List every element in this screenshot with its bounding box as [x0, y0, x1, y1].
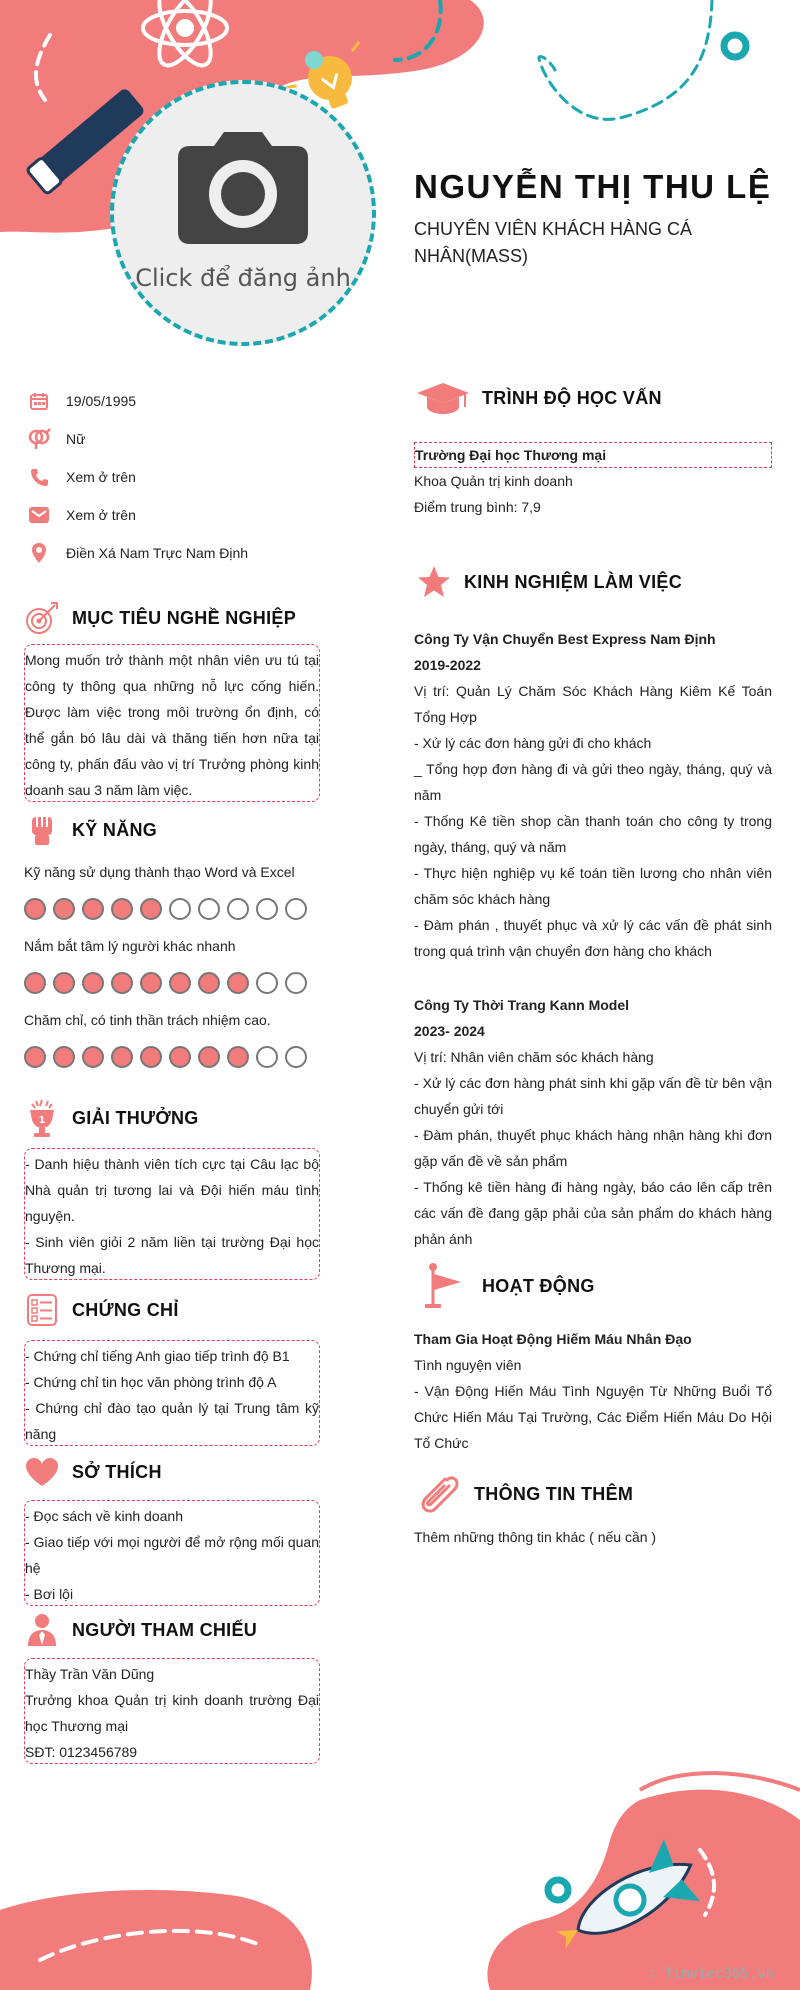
- paperclip-icon: [414, 1474, 464, 1514]
- activities-heading: [414, 1266, 595, 1306]
- address-value: Điền Xá Nam Trực Nam Định: [66, 545, 249, 561]
- activities-body: [414, 1326, 772, 1456]
- certificate-line-3: - Chứng chỉ đào tạo quản lý tại Trung tâm kỹ năng: [25, 1400, 319, 1442]
- bottom-left-blob: [0, 1890, 312, 1990]
- email-value: Xem ở trên: [66, 507, 136, 523]
- job-1-duty-1: - Xử lý các đơn hàng gửi đi cho khách: [414, 735, 652, 751]
- awards-box: [24, 1148, 320, 1280]
- rating-dot-empty: [285, 898, 307, 920]
- objective-heading: [22, 598, 296, 638]
- rating-dot-filled: [169, 1046, 191, 1068]
- rating-dot-filled: [53, 972, 75, 994]
- rating-dot-empty: [256, 972, 278, 994]
- job-1-position: Vị trí: Quản Lý Chăm Sóc Khách Hàng Kiêm Kế Toán Tổng Hợp: [414, 683, 772, 725]
- job-2-duty-2: - Đàm phán, thuyết phục khách hàng nhận hàng khi đơn gặp vấn đề về sản phẩm: [414, 1127, 772, 1169]
- skill-label-2: Nắm bắt tâm lý người khác nhanh: [24, 938, 236, 954]
- certificates-heading: [22, 1290, 179, 1330]
- candidate-role: CHUYÊN VIÊN KHÁCH HÀNG CÁ NHÂN(MASS): [414, 219, 693, 266]
- certificate-line-2: - Chứng chỉ tin học văn phòng trình độ A: [25, 1374, 277, 1390]
- skill-rating-3: [24, 1046, 314, 1068]
- references-heading: [22, 1610, 257, 1650]
- brand-logo-icon: ∴: [647, 1966, 665, 1982]
- camera-icon: [168, 132, 318, 244]
- job-2-position: Vị trí: Nhân viên chăm sóc khách hàng: [414, 1049, 654, 1065]
- rating-dot-filled: [140, 898, 162, 920]
- job-1-duty-2: _ Tổng hợp đơn hàng đi và gửi theo ngày, tháng, quý và năm: [414, 761, 772, 803]
- rating-dot-filled: [24, 1046, 46, 1068]
- skills-heading: [22, 810, 157, 850]
- references-box: [24, 1658, 320, 1764]
- heart-icon: [22, 1452, 62, 1492]
- email-icon: [26, 502, 52, 528]
- trophy-icon: [22, 1098, 62, 1138]
- job-1-company: Công Ty Vận Chuyển Best Express Nam Định: [414, 631, 716, 647]
- hobbies-box: [24, 1500, 320, 1606]
- rating-dot-filled: [198, 1046, 220, 1068]
- job-2-period: 2023- 2024: [414, 1023, 485, 1039]
- phone-value: Xem ở trên: [66, 469, 136, 485]
- references-title: NGƯỜI THAM CHIẾU: [72, 1619, 258, 1640]
- objective-box: [24, 644, 320, 802]
- rating-dot-filled: [111, 972, 133, 994]
- calendar-icon: [26, 388, 52, 414]
- upload-photo-label: Click để đăng ảnh: [135, 264, 351, 292]
- svg-text:1: 1: [38, 1115, 46, 1126]
- education-heading: [414, 378, 662, 418]
- rating-dot-empty: [256, 1046, 278, 1068]
- education-title: TRÌNH ĐỘ HỌC VẤN: [482, 387, 662, 408]
- objective-title: MỤC TIÊU NGHỀ NGHIỆP: [72, 607, 297, 628]
- skill-label-3: Chăm chỉ, có tinh thần trách nhiệm cao.: [24, 1012, 271, 1028]
- checklist-icon: [22, 1290, 62, 1330]
- education-faculty: Khoa Quản trị kinh doanh: [414, 473, 573, 489]
- rating-dot-filled: [53, 898, 75, 920]
- contact-address: [26, 534, 248, 572]
- profile-photo-upload[interactable]: [110, 80, 376, 346]
- person-tie-icon: [22, 1610, 62, 1650]
- skill-label-1: Kỹ năng sử dụng thành thạo Word và Excel: [24, 864, 295, 880]
- rating-dot-empty: [169, 898, 191, 920]
- additional-heading: [414, 1474, 633, 1514]
- skill-rating-1: [24, 898, 314, 920]
- job-1-period: 2019-2022: [414, 657, 481, 673]
- contact-phone: [26, 458, 248, 496]
- phone-icon: [26, 464, 52, 490]
- objective-text: Mong muốn trở thành một nhân viên ưu tú tại công ty thông qua những nỗ lực cống hiến. Được làm việc trong môi trường ổn định, có thể gắn bó lâu dài và thăng tiến hơn nữa tại công ty, phấn đấu vào vị trí Trưởng phòng kinh doanh sau 3 năm làm việc.: [25, 652, 319, 798]
- job-2-duty-1: - Xử lý các đơn hàng phát sinh khi gặp vấn đề từ bên vận chuyển gửi tới: [414, 1075, 772, 1117]
- target-icon: [22, 598, 62, 638]
- additional-title: THÔNG TIN THÊM: [474, 1483, 634, 1504]
- award-line-1: - Danh hiệu thành viên tích cực tại Câu lạc bộ Nhà quản trị tương lai và Đội hiến máu tình nguyện.: [25, 1156, 319, 1224]
- rating-dot-empty: [285, 1046, 307, 1068]
- rating-dot-filled: [227, 972, 249, 994]
- rating-dot-filled: [198, 972, 220, 994]
- award-line-2: - Sinh viên giỏi 2 năm liền tại trường Đại học Thương mại.: [25, 1234, 319, 1276]
- education-body: [414, 442, 772, 520]
- certificates-title: CHỨNG CHỈ: [72, 1299, 179, 1320]
- rating-dot-empty: [227, 898, 249, 920]
- education-gpa: Điểm trung bình: 7,9: [414, 499, 541, 515]
- gender-value: Nữ: [66, 431, 86, 447]
- contact-birthday: [26, 382, 248, 420]
- rating-dot-filled: [227, 1046, 249, 1068]
- reference-line-3: SĐT: 0123456789: [25, 1744, 138, 1760]
- additional-text: Thêm những thông tin khác ( nếu cần ): [414, 1529, 657, 1545]
- birthday-value: 19/05/1995: [66, 393, 137, 409]
- rating-dot-filled: [53, 1046, 75, 1068]
- hobby-line-1: - Đọc sách về kinh doanh: [25, 1508, 183, 1524]
- experience-job-1: [414, 626, 772, 964]
- awards-heading: [22, 1098, 199, 1138]
- star-icon: [414, 562, 454, 602]
- footer-brand: [648, 1966, 774, 1982]
- skill-rating-2: [24, 972, 314, 994]
- hobbies-heading: [22, 1452, 162, 1492]
- education-school: Trường Đại học Thương mại: [414, 442, 772, 468]
- rating-dot-filled: [111, 1046, 133, 1068]
- certificates-box: [24, 1340, 320, 1446]
- job-1-duty-4: - Thực hiện nghiệp vụ kế toán tiền lương cho nhân viên chăm sóc khách hàng: [414, 865, 772, 907]
- activities-title: HOẠT ĐỘNG: [482, 1275, 595, 1296]
- rating-dot-filled: [140, 1046, 162, 1068]
- rating-dot-filled: [24, 898, 46, 920]
- graduation-cap-icon: [414, 378, 472, 418]
- job-2-duty-3: - Thống kê tiền hàng đi hàng ngày, báo cáo lên cấp trên các vấn đề đang gặp phải của sản phẩm do khách hàng phản ánh: [414, 1179, 772, 1247]
- rating-dot-empty: [285, 972, 307, 994]
- job-1-duty-3: - Thống Kê tiền shop cần thanh toán cho công ty trong ngày, tháng, quý và năm: [414, 813, 772, 855]
- contact-info: [26, 382, 248, 572]
- rating-dot-filled: [111, 898, 133, 920]
- contact-email: [26, 496, 248, 534]
- skills-title: KỸ NĂNG: [72, 819, 158, 840]
- flag-icon: [414, 1266, 472, 1306]
- rating-dot-filled: [140, 972, 162, 994]
- hobby-line-2: - Giao tiếp với mọi người để mở rộng mối quan hệ: [25, 1534, 319, 1576]
- brand-text: Timviec365.vn: [664, 1966, 774, 1982]
- location-pin-icon: [26, 540, 52, 566]
- rating-dot-filled: [82, 972, 104, 994]
- fist-icon: [22, 810, 62, 850]
- rating-dot-filled: [82, 898, 104, 920]
- certificate-line-1: - Chứng chỉ tiếng Anh giao tiếp trình độ B1: [25, 1348, 290, 1364]
- activity-description: - Vận Động Hiến Máu Tình Nguyện Từ Những Buổi Tổ Chức Hiến Máu Tại Trường, Các Điểm Hiến Máu Do Hội Tổ Chức: [414, 1383, 772, 1451]
- experience-heading: [414, 562, 682, 602]
- contact-gender: [26, 420, 248, 458]
- activity-name: Tham Gia Hoạt Động Hiếm Máu Nhân Đạo: [414, 1331, 692, 1347]
- rating-dot-filled: [82, 1046, 104, 1068]
- job-2-company: Công Ty Thời Trang Kann Model: [414, 997, 630, 1013]
- gender-icon: [26, 426, 52, 452]
- awards-title: GIẢI THƯỞNG: [72, 1107, 199, 1128]
- job-1-duty-5: - Đàm phán , thuyết phục và xử lý các vấn đề phát sinh trong quá trình vận chuyển đơn hàng cho khách: [414, 917, 772, 959]
- reference-line-1: Thầy Trần Văn Dũng: [25, 1666, 155, 1682]
- rating-dot-filled: [24, 972, 46, 994]
- reference-line-2: Trưởng khoa Quản trị kinh doanh trường Đại học Thương mại: [25, 1692, 319, 1734]
- rating-dot-filled: [169, 972, 191, 994]
- rating-dot-empty: [256, 898, 278, 920]
- candidate-name: NGUYỄN THỊ THU LỆ: [414, 168, 772, 205]
- activity-role: Tình nguyện viên: [414, 1357, 522, 1373]
- hobby-line-3: - Bơi lội: [25, 1586, 74, 1602]
- experience-job-2: [414, 992, 772, 1252]
- rating-dot-empty: [198, 898, 220, 920]
- experience-title: KINH NGHIỆM LÀM VIỆC: [464, 571, 683, 592]
- hobbies-title: SỞ THÍCH: [72, 1461, 162, 1482]
